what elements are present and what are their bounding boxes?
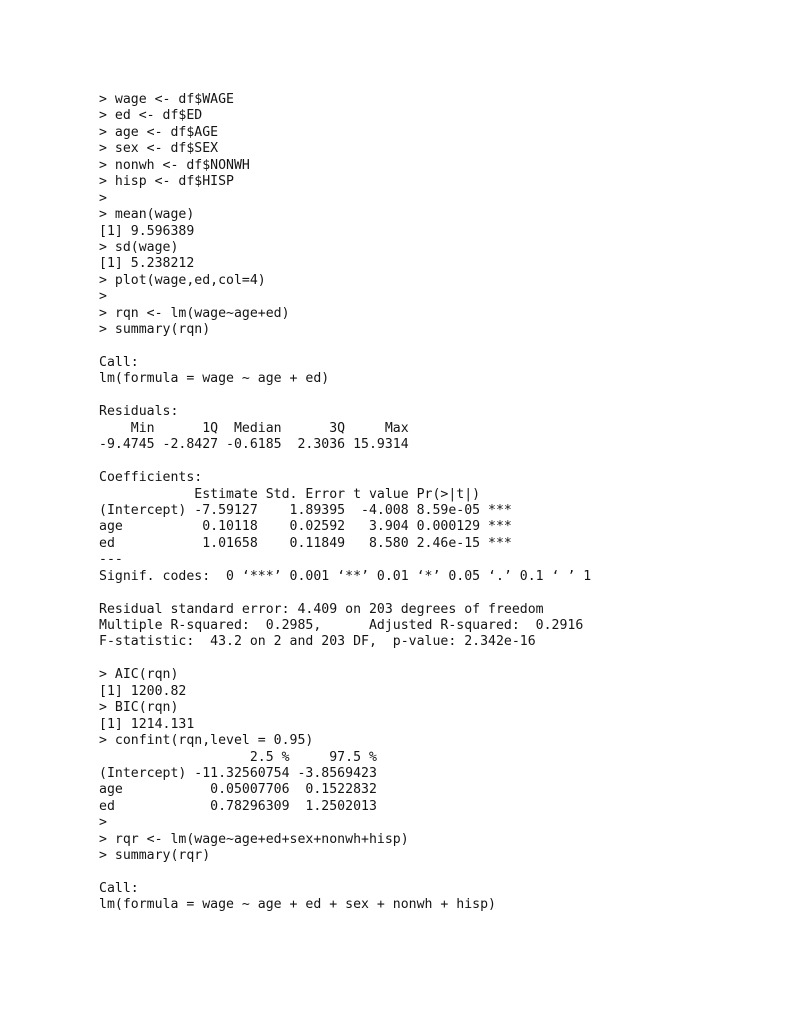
console-line <box>99 865 779 881</box>
console-line <box>99 454 779 470</box>
console-line: -9.4745 -2.8427 -0.6185 2.3036 15.9314 <box>99 437 417 453</box>
console-line: > rqn <- lm(wage~age+ed) <box>99 305 290 321</box>
console-line: Residuals: <box>99 404 179 420</box>
console-line: > age <- df$AGE <box>99 124 219 140</box>
console-line: > confint(rqn,level = 0.95) <box>99 733 314 749</box>
console-line: F-statistic: 43.2 on 2 and 203 DF, p-value: 2.342e-16 <box>99 634 536 650</box>
console-line: > summary(rqr) <box>99 848 211 864</box>
console-line: > AIC(rqn) <box>99 667 179 683</box>
console-line: Signif. codes: 0 ‘***’ 0.001 ‘**’ 0.01 ‘*’ 0.05 ‘.’ 0.1 ‘ ’ 1 <box>99 568 592 584</box>
console-line: Coefficients: <box>99 470 203 486</box>
console-line: > ed <- df$ED <box>99 108 203 124</box>
console-line: Multiple R-squared: 0.2985, Adjusted R-squared: 0.2916 <box>99 618 592 633</box>
console-line: > <box>99 815 107 831</box>
console-line <box>99 339 779 355</box>
console-line: Min 1Q Median 3Q Max <box>99 420 417 436</box>
console-line: > nonwh <- df$NONWH <box>99 157 250 173</box>
console-line: > wage <- df$WAGE <box>99 92 234 107</box>
console-line: ed 1.01658 0.11849 8.580 2.46e-15 *** <box>99 535 512 551</box>
console-line: lm(formula = wage ~ age + ed) <box>99 371 330 387</box>
console-line: > summary(rqn) <box>99 322 211 338</box>
console-line: ed 0.78296309 1.2502013 <box>99 798 377 814</box>
console-line: [1] 1200.82 <box>99 683 187 699</box>
console-line: > sex <- df$SEX <box>99 141 219 157</box>
console-line: > rqr <- lm(wage~age+ed+sex+nonwh+hisp) <box>99 831 409 847</box>
console-line <box>99 651 779 667</box>
console-line <box>99 388 779 404</box>
console-line: (Intercept) -7.59127 1.89395 -4.008 8.59e-05 *** <box>99 502 512 518</box>
console-line: age 0.05007706 0.1522832 <box>99 782 377 798</box>
console-line: Estimate Std. Error t value Pr(>|t|) <box>99 486 512 502</box>
console-line: (Intercept) -11.32560754 -3.8569423 <box>99 765 377 781</box>
console-line: > mean(wage) <box>99 207 195 223</box>
console-line: > sd(wage) <box>99 239 179 255</box>
console-line: lm(formula = wage ~ age + ed + sex + nonwh + hisp) <box>99 897 496 913</box>
console-line: Call: <box>99 881 139 896</box>
console-line: age 0.10118 0.02592 3.904 0.000129 *** <box>99 519 512 535</box>
console-line: > plot(wage,ed,col=4) <box>99 272 266 288</box>
console-line <box>99 585 779 601</box>
console-line: --- <box>99 552 123 568</box>
console-line: [1] 5.238212 <box>99 256 195 272</box>
console-line: > <box>99 190 107 206</box>
console-line: [1] 9.596389 <box>99 223 195 239</box>
r-console-output <box>99 92 779 914</box>
console-line: Call: <box>99 355 139 370</box>
console-line: Residual standard error: 4.409 on 203 degrees of freedom <box>99 601 544 617</box>
console-line: > hisp <- df$HISP <box>99 174 234 190</box>
console-line: 2.5 % 97.5 % <box>99 749 377 765</box>
console-line: > BIC(rqn) <box>99 700 179 716</box>
console-line: > <box>99 289 107 305</box>
console-line: [1] 1214.131 <box>99 716 195 732</box>
